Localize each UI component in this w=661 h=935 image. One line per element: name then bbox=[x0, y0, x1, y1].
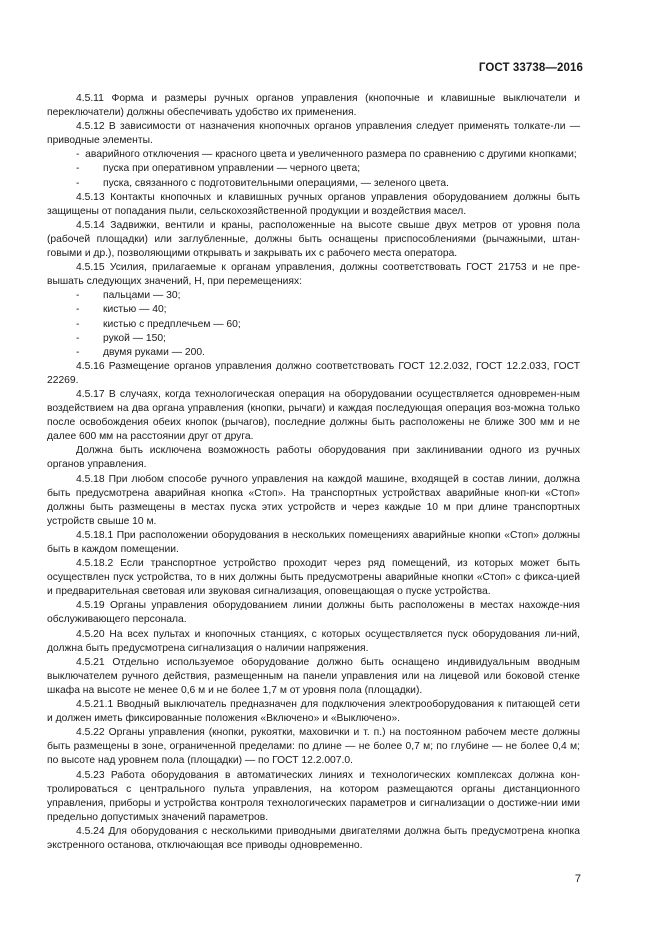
list-dash: - bbox=[76, 290, 80, 302]
list-item bbox=[47, 289, 580, 303]
list-item: - аварийного отключения — красного цвета и увеличенного размера по сравнению с другими кнопками; bbox=[76, 149, 577, 161]
paragraph: 4.5.18 При любом способе ручного управления на каждой машине, входящей в состав линии, должна быть предусмотрена аварийная кнопка «Стоп». На транспортных устройствах аварийные кноп-ки «Стоп» должны быть размещены в местах пуска этих устройств и через каждые 10 м при длине транспортных устройств свыше 10 м. bbox=[47, 473, 580, 527]
list-item-text: пуска, связанного с подготовительными операциями, — зеленого цвета. bbox=[103, 177, 449, 189]
list-item-text: аварийного отключения — красного цвета и увеличенного размера по сравнению с другими кнопками; bbox=[85, 149, 577, 161]
list-item-text: кистью — 40; bbox=[103, 304, 167, 316]
paragraph: Должна быть исключена возможность работы оборудования при заклинивании одного из ручных органов управления. bbox=[47, 445, 580, 471]
paragraph: 4.5.19 Органы управления оборудованием линии должны быть расположены в местах нахожде-ния обслуживающего персонала. bbox=[47, 600, 580, 626]
document-code: ГОСТ 33738—2016 bbox=[478, 62, 583, 74]
list-item bbox=[47, 318, 580, 332]
list-dash: - bbox=[76, 304, 80, 316]
list-dash: - bbox=[76, 318, 80, 330]
paragraph: 4.5.21 Отдельно используемое оборудование должно быть оснащено индивидуальным вводным выключателем ручного действия, размещенным на панели управления или на лицевой или боковой стенке шкафа на высоте не менее 0,6 м и не более 1,7 м от уровня пола (площадки). bbox=[47, 656, 580, 696]
paragraph: 4.5.23 Работа оборудования в автоматических линиях и технологических комплексах должна кон-тролироваться с центрального пульта управления, на котором размещаются органы дистанционного управления, приборы и устройства контроля технологических параметров и сигнализации о достиже-нии ими предельно допустимых значений параметров. bbox=[47, 769, 580, 823]
list-item-text: пальцами — 30; bbox=[103, 290, 181, 302]
paragraph: 4.5.13 Контакты кнопочных и клавишных ручных органов управления оборудованием должны быть защищены от попадания пыли, сельскохозяйственной продукции и воздействия масел. bbox=[47, 191, 580, 217]
paragraph: 4.5.18.2 Если транспортное устройство проходит через ряд помещений, из которых может быть осуществлен пуск устройства, то в них должны быть предусмотрены аварийные кнопки «Стоп» с фикса-цией и предварительная световая или звуковая сигнализация, оповещающая о пуске устройства. bbox=[47, 558, 580, 598]
list-item-text: пуска при оперативном управлении — черного цвета; bbox=[103, 163, 361, 175]
paragraph: 4.5.21.1 Вводный выключатель предназначен для подключения электрооборудования к питающей сети и должен иметь фиксированные положения «Включено» и «Выключено». bbox=[47, 699, 580, 725]
page-number: 7 bbox=[574, 873, 581, 885]
list-item bbox=[47, 162, 580, 176]
paragraph: 4.5.11 Форма и размеры ручных органов управления (кнопочные и клавишные выключатели и переключатели) должны обеспечивать удобство их применения. bbox=[47, 93, 580, 119]
list-item bbox=[47, 332, 580, 346]
list-dash: - bbox=[76, 163, 80, 175]
list-item bbox=[47, 177, 580, 191]
paragraph: 4.5.14 Задвижки, вентили и краны, расположенные на высоте свыше двух метров от уровня пола (рабочей площадки) или заглубленные, должны быть оснащены приспособлениями (рычажными, штан-говыми и др.), позволяющими открывать и закрывать их с рабочего места оператора. bbox=[47, 219, 580, 260]
list-dash: - bbox=[76, 177, 80, 189]
list-item-text: двумя руками — 200. bbox=[103, 346, 205, 358]
list-item bbox=[47, 346, 580, 360]
list-item-text: кистью с предплечьем — 60; bbox=[103, 318, 241, 330]
paragraph: 4.5.22 Органы управления (кнопки, рукоятки, маховички и т. п.) на постоянном рабочем месте должны быть размещены в зоне, ограниченной пределами: по длине — не более 0,7 м; по глубине — не более 0,4 м; по высоте над уровнем пола (площадки) — по ГОСТ 12.2.007.0. bbox=[47, 727, 580, 767]
paragraph: 4.5.20 На всех пультах и кнопочных станциях, с которых осуществляется пуск оборудования ли-ний, должна быть предусмотрена сигнализация о наличии напряжения. bbox=[47, 628, 580, 654]
list-dash: - bbox=[76, 346, 80, 358]
paragraph: 4.5.18.1 При расположении оборудования в нескольких помещениях аварийные кнопки «Стоп» должны быть в каждом помещении. bbox=[47, 529, 580, 555]
paragraph: 4.5.12 В зависимости от назначения кнопочных органов управления следует применять толкате-ли — приводные элементы. bbox=[47, 121, 580, 147]
paragraph: 4.5.17 В случаях, когда технологическая операция на оборудовании осуществляется одновремен-ным воздействием на два органа управления (кнопки, рычаги) и каждая последующая операция воз-можна только после освобождения обеих кнопок (рычагов), последние должны быть расположены не ближе 300 мм и не далее 600 мм на расстоянии друг от друга. bbox=[47, 388, 580, 443]
paragraph: 4.5.24 Для оборудования с несколькими приводными двигателями должна быть предусмотрена кнопка экстренного останова, отключающая все приводы одновременно. bbox=[47, 825, 580, 851]
list-item-text: рукой — 150; bbox=[103, 332, 166, 344]
list-dash: - bbox=[76, 332, 80, 344]
paragraph: 4.5.16 Размещение органов управления должно соответствовать ГОСТ 12.2.032, ГОСТ 12.2.033, ГОСТ 22269. bbox=[47, 360, 580, 386]
paragraph: 4.5.15 Усилия, прилагаемые к органам управления, должны соответствовать ГОСТ 21753 и не пре-вышать следующих значений, Н, при перемещениях: bbox=[47, 262, 580, 288]
list-item bbox=[47, 303, 580, 317]
body-text bbox=[47, 92, 580, 853]
